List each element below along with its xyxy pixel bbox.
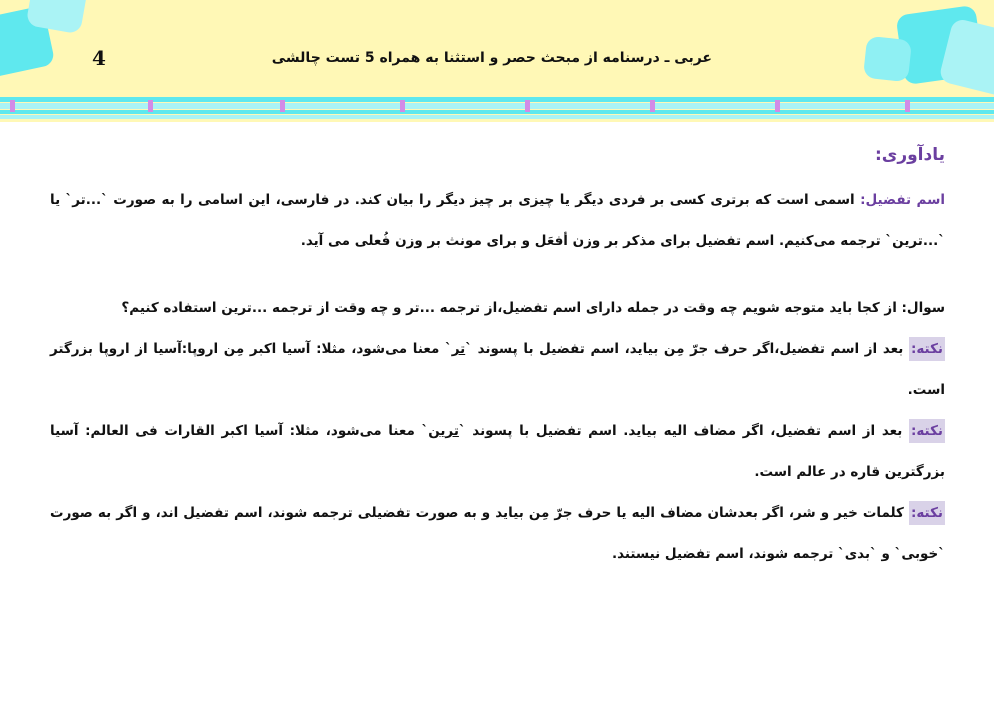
note-label: نکته: [909, 501, 945, 525]
header-stripe [0, 115, 994, 119]
note-example: آسیا اکبر القارات فی العالم [90, 423, 283, 439]
masculine-pattern: أفعَل [534, 233, 568, 249]
header-tick [905, 100, 910, 112]
note-label: نکته: [909, 337, 945, 361]
definition-text: می آید. [300, 233, 355, 249]
header-tick [650, 100, 655, 112]
question-paragraph: سوال: از کجا باید متوجه شویم چه وقت در جمله دارای اسم تفضیل،از ترجمه ...تر و چه وقت از ترجمه ...ترین استفاده کنیم؟ [121, 300, 945, 316]
header-tick [148, 100, 153, 112]
note-text: : آسیا بزرگترین قاره در عالم است. [50, 423, 945, 480]
header-tick [280, 100, 285, 112]
feminine-pattern: فُعلی [354, 233, 391, 249]
spacer [50, 262, 945, 288]
document-body [50, 140, 945, 575]
header-decoration-square [863, 36, 912, 82]
definition-term: اسم تفضیل: [860, 192, 945, 208]
definition-text: اسمی است که برتری کسی بر فردی دیگر یا چیزی بر چیز دیگر را بیان کند. در فارسی، این اسامی را به صورت `...تر` یا `...ترین` ترجمه می‌کنیم. اسم تفضیل برای مذکر بر وزن [50, 192, 945, 249]
page-number: 4 [92, 46, 106, 70]
note-paragraph [50, 493, 945, 575]
header-tick [525, 100, 530, 112]
section-heading: یادآوری: [874, 145, 945, 165]
header-tick [400, 100, 405, 112]
note-paragraph [50, 411, 945, 493]
note-text: کلمات خیر و شر، اگر بعدشان مضاف الیه یا حرف جرّ مِن بیاید و به صورت تفضیلی ترجمه شوند، اسم تفضیل اند، و اگر به صورت `خوبی` و `بدی` ترجمه شوند، اسم تفضیل نیستند. [50, 505, 945, 562]
note-paragraph [50, 329, 945, 411]
note-label: نکته: [909, 419, 945, 443]
suffix-highlight: ترین [428, 423, 459, 439]
note-example: آسیا اکبر مِن اروپا [187, 341, 311, 357]
note-text: :آسیا از اروپا بزرگتر است. [50, 341, 945, 398]
page-header [0, 0, 994, 122]
note-text: بعد از اسم تفضیل،اگر حرف جرّ مِن بیاید، اسم تفضیل با پسوند ` [465, 341, 909, 357]
note-text: ` معنا می‌شود، مثلا: [310, 341, 452, 357]
definition-paragraph [50, 180, 945, 262]
document-title: عربی ـ درسنامه از مبحث حصر و استثنا به همراه 5 تست چالشی [271, 50, 712, 66]
suffix-highlight: تر [451, 341, 466, 357]
header-tick [10, 100, 15, 112]
note-text: بعد از اسم تفضیل، اگر مضاف الیه بیاید. اسم تفضیل با پسوند ` [458, 423, 909, 439]
header-tick [775, 100, 780, 112]
definition-text: و برای مونث بر وزن [390, 233, 535, 249]
note-text: ` معنا می‌شود، مثلا: [282, 423, 429, 439]
